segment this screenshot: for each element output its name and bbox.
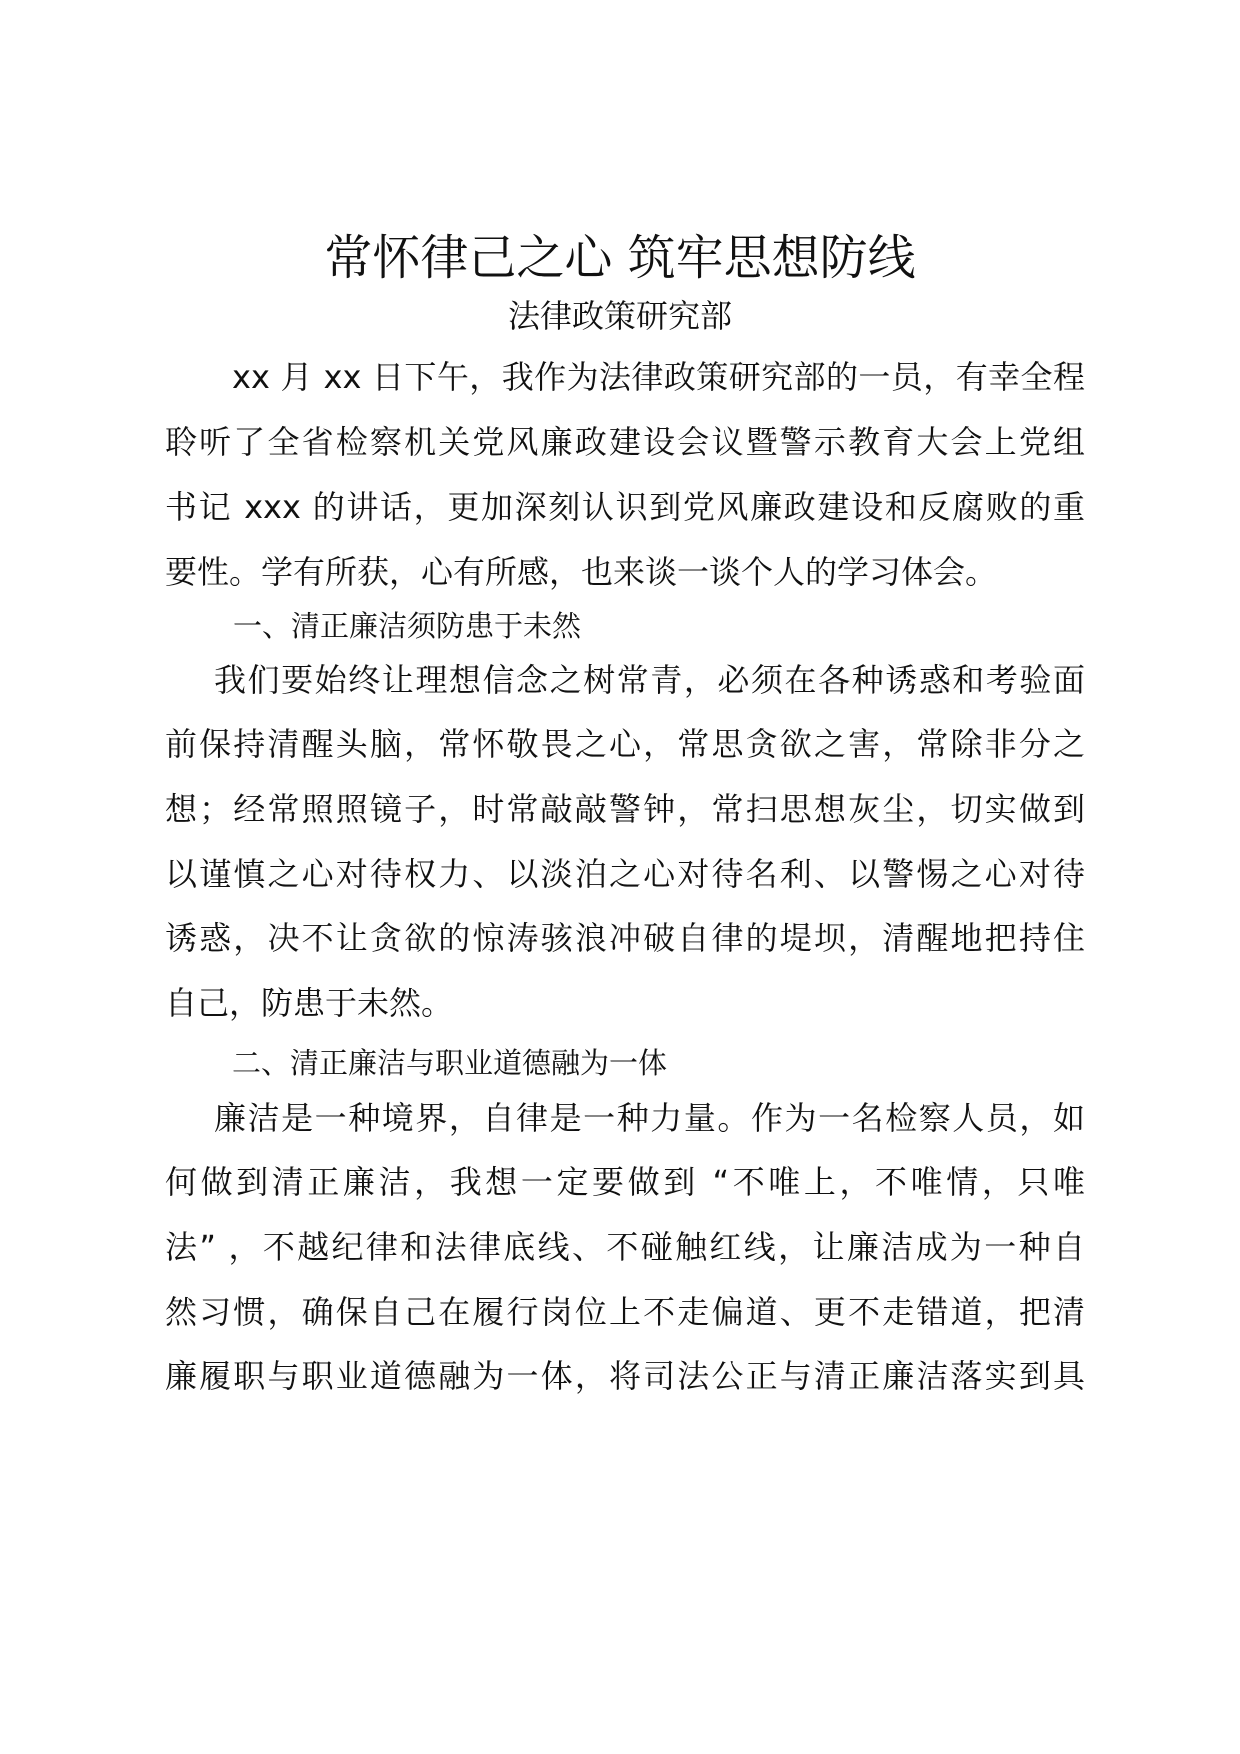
- paragraph-line: 何做到清正廉洁，我想一定要做到 “不唯上，不唯情，只唯: [165, 1163, 1085, 1201]
- document-title: 常怀律己之心 筑牢思想防线: [324, 230, 916, 286]
- section-heading: 二、清正廉洁与职业道德融为一体: [232, 1046, 668, 1080]
- paragraph-line: 前保持清醒头脑，常怀敬畏之心，常思贪欲之害，常除非分之: [165, 725, 1085, 763]
- paragraph-line: 以谨慎之心对待权力、以淡泊之心对待名利、以警惕之心对待: [165, 855, 1085, 893]
- paragraph-line: 廉履职与职业道德融为一体，将司法公正与清正廉洁落实到具: [165, 1357, 1085, 1395]
- paragraph-line: 诱惑，决不让贪欲的惊涛骇浪冲破自律的堤坝，清醒地把持住: [165, 919, 1085, 957]
- paragraph-line: 廉洁是一种境界，自律是一种力量。作为一名检察人员，如: [214, 1099, 1085, 1137]
- paragraph-line: 然习惯，确保自己在履行岗位上不走偏道、更不走错道，把清: [165, 1293, 1085, 1331]
- section-heading: 一、清正廉洁须防患于未然: [233, 609, 582, 643]
- paragraph-line: 我们要始终让理想信念之树常青，必须在各种诱惑和考验面: [214, 661, 1085, 699]
- paragraph-line: 要性。学有所获，心有所感，也来谈一谈个人的学习体会。: [165, 553, 998, 591]
- document-department: 法律政策研究部: [507, 297, 732, 335]
- paragraph-line: 想；经常照照镜子，时常敲敲警钟，常扫思想灰尘，切实做到: [165, 790, 1085, 828]
- paragraph-line: 聆听了全省检察机关党风廉政建设会议暨警示教育大会上党组: [165, 423, 1085, 461]
- paragraph-line: 自己，防患于未然。: [165, 984, 454, 1022]
- paragraph-line: xx 月 xx 日下午，我作为法律政策研究部的一员，有幸全程: [232, 358, 1085, 396]
- paragraph-line: 书记 xxx 的讲话，更加深刻认识到党风廉政建设和反腐败的重: [165, 488, 1085, 526]
- paragraph-line: 法” ，不越纪律和法律底线、不碰触红线，让廉洁成为一种自: [165, 1228, 1085, 1266]
